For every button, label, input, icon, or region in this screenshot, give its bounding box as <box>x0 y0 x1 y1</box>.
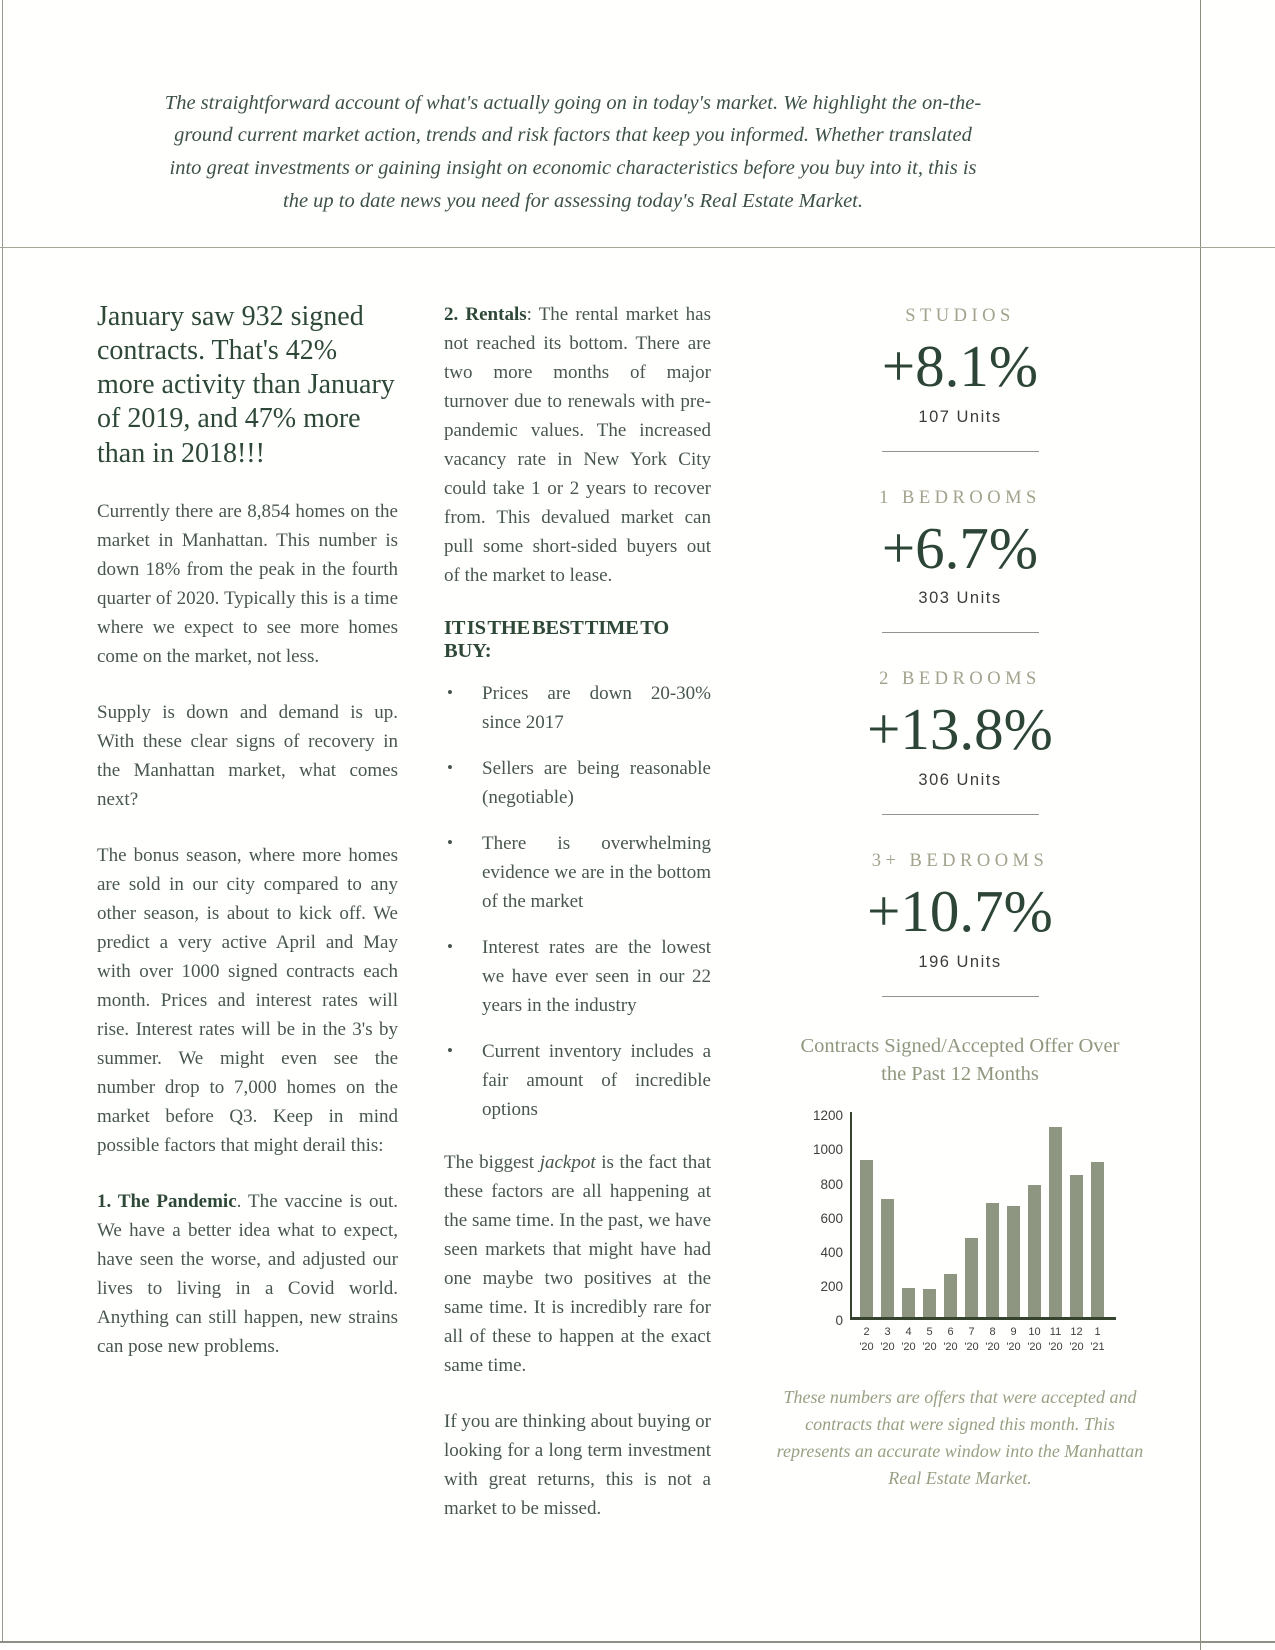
buy-reasons-list <box>444 679 711 1124</box>
jackpot-italic: jackpot <box>539 1152 596 1173</box>
chart-bar <box>944 1274 957 1317</box>
chart-bar <box>881 1199 894 1317</box>
chart-x-label: 4 '20 <box>901 1326 916 1353</box>
paragraph-bonus-season: The bonus season, where more homes are sold in our city compared to any other season, is about to kick off. We predict a very active April and May with over 1000 signed contracts each month. Prices and interest rates will rise. Interest rates will be in the 3's by summer. We might even see the number drop to 7,000 homes on the market before Q3. Keep in mind possible factors that might derail this: <box>97 844 398 1156</box>
stat-block-1-bedrooms <box>770 488 1150 634</box>
chart-x-label: 5 '20 <box>922 1326 937 1353</box>
bullet-icon: • <box>447 683 453 702</box>
list-item <box>444 933 711 1020</box>
stat-label: 2 BEDROOMS <box>879 669 1041 690</box>
chart-bar <box>902 1288 915 1317</box>
y-tick-label: 1000 <box>812 1142 843 1158</box>
y-tick-label: 800 <box>820 1176 843 1192</box>
chart-y-axis <box>804 1108 850 1329</box>
paragraph-rentals <box>444 300 711 590</box>
chart-plot <box>804 1108 1116 1329</box>
list-item-text: Sellers are being reasonable (negotiable) <box>482 758 711 808</box>
chart-bar <box>1070 1175 1083 1317</box>
y-tick-label: 0 <box>835 1313 843 1329</box>
paragraph-closing: If you are thinking about buying or looking for a long term investment with great returns, this is not a market to be missed. <box>444 1411 712 1519</box>
stat-divider <box>882 632 1039 633</box>
rentals-lead: 2. Rentals <box>444 304 527 325</box>
chart-area <box>804 1108 1116 1354</box>
chart-x-label: 9 '20 <box>1006 1326 1021 1353</box>
left-column <box>97 300 398 1388</box>
chart-x-label: 10 '20 <box>1027 1326 1042 1353</box>
list-item <box>444 1037 711 1124</box>
chart-caption: These numbers are offers that were accepted and contracts that were signed this month. This represents an accurate window into the Manhattan Real Estate Market. <box>776 1386 1144 1488</box>
pandemic-lead: 1. The Pandemic <box>97 1190 237 1212</box>
y-tick-label: 1200 <box>812 1108 843 1124</box>
bullet-icon: • <box>447 833 453 852</box>
list-item <box>444 679 711 737</box>
paragraph-inventory: Currently there are 8,854 homes on the market in Manhattan. This number is down 18% from the peak in the fourth quarter of 2020. Typically this is a time where we expect to see more homes come on the market, not less. <box>97 500 398 667</box>
stat-label: STUDIOS <box>905 306 1015 326</box>
list-item-text: Prices are down 20-30% since 2017 <box>482 683 711 733</box>
stat-label: 3+ BEDROOMS <box>871 851 1049 872</box>
rentals-rest: : The rental market has not reached its bottom. There are two more months of major turnover due to renewals with pre-pandemic values. The increased vacancy rate in New York City could take 1 or 2 years to recover from. This devalued market can pull some short-sided buyers out of the market to lease. <box>444 304 711 586</box>
list-item-text: There is overwhelming evidence we are in the bottom of the market <box>482 833 711 912</box>
paragraph-jackpot <box>444 1148 711 1380</box>
chart-bar <box>1049 1127 1062 1317</box>
headline: January saw 932 signed contracts. That's 42% more activity than January of 2019, and 47% more than in 2018!!! <box>97 301 395 469</box>
chart-bar <box>1007 1206 1020 1317</box>
middle-column <box>444 300 711 1550</box>
chart-x-label: 11 '20 <box>1048 1326 1063 1353</box>
stat-units: 196 Units <box>918 952 1002 971</box>
chart-x-label: 8 '20 <box>985 1326 1000 1353</box>
bullet-icon: • <box>447 758 453 777</box>
chart-x-label: 12 '20 <box>1069 1326 1084 1353</box>
chart-bar <box>986 1203 999 1317</box>
intro-text: The straightforward account of what's actually going on in today's market. We highlight the on-the-ground current market action, trends and risk factors that keep you informed. Whether translated into great investments or gaining insight on economic characteristics before you buy into it, this is the up to date news you need for assessing today's Real Estate Market. <box>164 91 982 212</box>
y-tick-label: 200 <box>820 1279 843 1295</box>
contracts-chart <box>770 1033 1150 1492</box>
stat-value: +10.7% <box>867 878 1053 945</box>
chart-x-label: 6 '20 <box>943 1326 958 1353</box>
stat-block-3plus-bedrooms <box>770 851 1150 997</box>
chart-x-labels <box>854 1325 1116 1354</box>
list-item <box>444 829 711 916</box>
stat-block-2-bedrooms <box>770 669 1150 815</box>
stat-units: 107 Units <box>918 407 1002 426</box>
jackpot-pre: The biggest <box>444 1152 540 1173</box>
stats-column <box>770 300 1150 1492</box>
chart-bar <box>1028 1185 1041 1317</box>
stat-units: 303 Units <box>918 589 1002 608</box>
paragraph-supply-demand: Supply is down and demand is up. With these clear signs of recovery in the Manhattan market, what comes next? <box>97 701 398 810</box>
y-tick-label: 600 <box>820 1210 843 1226</box>
chart-x-label: 2 '20 <box>859 1326 874 1353</box>
stat-block-studios <box>770 306 1150 452</box>
best-time-heading: IT IS THE BEST TIME TO BUY: <box>444 617 670 662</box>
chart-bar <box>923 1289 936 1317</box>
stat-divider <box>882 451 1039 452</box>
stat-divider <box>882 996 1039 997</box>
stat-value: +6.7% <box>881 514 1039 581</box>
pandemic-rest: . The vaccine is out. We have a better idea what to expect, have seen the worse, and adjusted our lives to living in a Covid world. Anything can still happen, new strains can pose new problems. <box>97 1190 398 1357</box>
stat-value: +13.8% <box>867 696 1053 763</box>
chart-bar <box>965 1238 978 1317</box>
chart-x-label: 1 '21 <box>1090 1326 1105 1353</box>
chart-bar <box>860 1160 873 1317</box>
bottom-divider-rule <box>0 1641 1275 1643</box>
list-item-text: Current inventory includes a fair amount of incredible options <box>482 1041 711 1120</box>
list-item-text: Interest rates are the lowest we have ever seen in our 22 years in the industry <box>482 937 711 1016</box>
list-item <box>444 754 711 812</box>
bullet-icon: • <box>447 1041 453 1060</box>
chart-x-label: 7 '20 <box>964 1326 979 1353</box>
chart-x-label: 3 '20 <box>880 1326 895 1353</box>
bullet-icon: • <box>447 937 453 956</box>
stat-label: 1 BEDROOMS <box>879 487 1041 508</box>
stat-value: +8.1% <box>881 333 1039 399</box>
y-tick-label: 400 <box>820 1244 843 1260</box>
chart-bars <box>850 1112 1116 1320</box>
stat-units: 306 Units <box>918 771 1002 790</box>
top-divider-rule <box>0 247 1275 248</box>
chart-bar <box>1091 1162 1104 1317</box>
paragraph-pandemic <box>97 1187 398 1361</box>
chart-title: Contracts Signed/Accepted Offer Over the Past 12 Months <box>800 1034 1120 1085</box>
stat-divider <box>882 814 1039 815</box>
jackpot-post: is the fact that these factors are all happening at the same time. In the past, we have seen markets that might have had one maybe two positives at the same time. It is incredibly rare for all of these to happen at the exact same time. <box>444 1152 711 1376</box>
